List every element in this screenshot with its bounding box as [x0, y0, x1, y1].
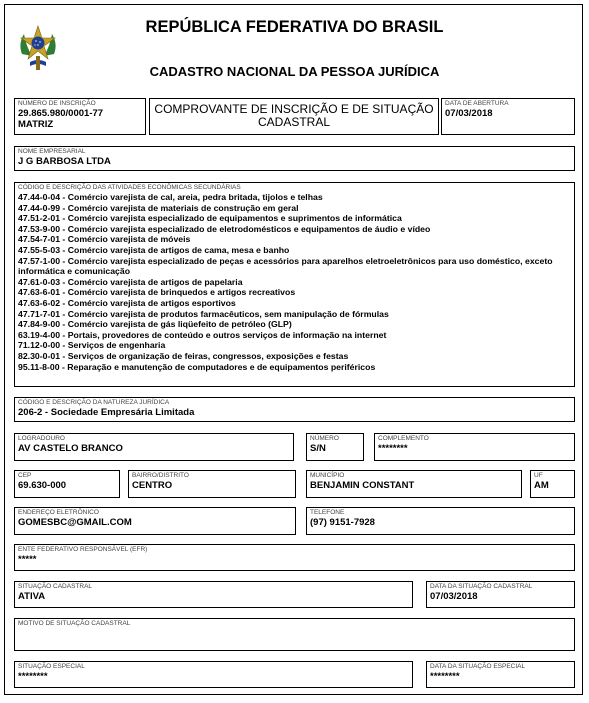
secondary-activities-box: [14, 182, 575, 387]
document-title: COMPROVANTE DE INSCRIÇÃO E DE SITUAÇÃO CADASTRAL: [154, 102, 434, 129]
activity-item: 47.53-9-00 - Comércio varejista especializado de eletrodomésticos e equipamentos de áudio e vídeo: [18, 223, 431, 234]
district-label: BAIRRO/DISTRITO: [132, 472, 189, 479]
registration-number: 29.865.980/0001-77: [18, 108, 104, 119]
status-label: SITUAÇÃO CADASTRAL: [18, 583, 93, 590]
registration-type: MATRIZ: [18, 119, 54, 130]
company-name-box: [14, 146, 575, 171]
status-date-label: DATA DA SITUAÇÃO CADASTRAL: [430, 583, 533, 590]
status-date-value: 07/03/2018: [430, 591, 478, 602]
complement-box: [374, 433, 575, 461]
registry-heading: CADASTRO NACIONAL DA PESSOA JURÍDICA: [149, 64, 440, 79]
opening-date-value: 07/03/2018: [445, 108, 493, 119]
street-label: LOGRADOURO: [18, 435, 65, 442]
number-value: S/N: [310, 443, 326, 454]
status-reason-label: MOTIVO DE SITUAÇÃO CADASTRAL: [18, 620, 131, 627]
activity-item: 47.63-6-02 - Comércio varejista de artigos esportivos: [18, 297, 236, 308]
special-status-date-box: [426, 661, 575, 688]
company-name-label: NOME EMPRESARIAL: [18, 148, 86, 155]
country-heading: REPÚBLICA FEDERATIVA DO BRASIL: [145, 18, 444, 36]
efr-box: [14, 544, 575, 571]
city-box: [306, 470, 522, 498]
activity-item: 47.71-7-01 - Comércio varejista de produtos farmacêuticos, sem manipulação de fórmulas: [18, 308, 389, 319]
special-status-date-value: ********: [430, 671, 460, 682]
zip-box: [14, 470, 120, 498]
email-box: [14, 507, 296, 535]
registration-box: [14, 98, 146, 135]
activity-item: 47.57-1-00 - Comércio varejista especializado de peças e acessórios para aparelhos eletroeletrônicos para uso doméstico, exceto informática e comunicação: [18, 255, 553, 277]
activity-item: 47.44-0-04 - Comércio varejista de cal, areia, pedra britada, tijolos e telhas: [18, 192, 323, 202]
state-value: AM: [534, 480, 549, 491]
activity-item: 47.84-9-00 - Comércio varejista de gás liqüefeito de petróleo (GLP): [18, 319, 292, 330]
status-value: ATIVA: [18, 591, 46, 602]
activity-item: 47.51-2-01 - Comércio varejista especializado de equipamentos e suprimentos de informática: [18, 213, 402, 224]
efr-label: ENTE FEDERATIVO RESPONSÁVEL (EFR): [18, 546, 148, 553]
number-label: NÚMERO: [310, 435, 339, 442]
special-status-value: ********: [18, 671, 48, 682]
phone-label: TELEFONE: [310, 509, 345, 516]
phone-value: (97) 9151-7928: [310, 517, 375, 528]
email-label: ENDEREÇO ELETRÔNICO: [18, 509, 99, 516]
activity-item: 47.44-0-99 - Comércio varejista de materiais de construção em geral: [18, 202, 299, 213]
complement-value: ********: [378, 443, 408, 454]
state-box: [530, 470, 575, 498]
efr-value: *****: [18, 554, 37, 565]
district-box: [128, 470, 296, 498]
activity-item: 71.12-0-00 - Serviços de engenharia: [18, 340, 166, 351]
activity-item: 47.54-7-01 - Comércio varejista de móveis: [18, 234, 191, 245]
city-label: MUNICÍPIO: [310, 472, 345, 479]
activity-item: 82.30-0-01 - Serviços de organização de feiras, congressos, exposições e festas: [18, 350, 349, 361]
activity-item: 47.63-6-01 - Comércio varejista de brinquedos e artigos recreativos: [18, 287, 296, 298]
status-reason-box: [14, 618, 575, 651]
special-status-box: [14, 661, 413, 688]
street-value: AV CASTELO BRANCO: [18, 443, 123, 454]
special-status-date-label: DATA DA SITUAÇÃO ESPECIAL: [430, 663, 526, 670]
activity-item: 95.11-8-00 - Reparação e manutenção de computadores e de equipamentos periféricos: [18, 361, 376, 372]
legal-nature-label: CÓDIGO E DESCRIÇÃO DA NATUREZA JURÍDICA: [18, 399, 170, 406]
zip-value: 69.630-000: [18, 480, 67, 491]
street-box: [14, 433, 294, 461]
complement-label: COMPLEMENTO: [378, 435, 429, 442]
special-status-label: SITUAÇÃO ESPECIAL: [18, 663, 85, 670]
number-box: [306, 433, 364, 461]
opening-date-box: [441, 98, 575, 135]
activity-item: 47.61-0-03 - Comércio varejista de artigos de papelaria: [18, 276, 243, 287]
email-value: GOMESBC@GMAIL.COM: [18, 517, 132, 528]
opening-date-label: DATA DE ABERTURA: [445, 100, 509, 107]
city-value: BENJAMIN CONSTANT: [310, 480, 415, 491]
registration-label: NÚMERO DE INSCRIÇÃO: [18, 100, 96, 107]
activity-item: 47.55-5-03 - Comércio varejista de artigos de cama, mesa e banho: [18, 244, 290, 255]
zip-label: CEP: [18, 472, 32, 479]
status-date-box: [426, 581, 575, 608]
company-name-value: J G BARBOSA LTDA: [18, 156, 111, 167]
document-title-box: [149, 98, 439, 135]
legal-nature-box: [14, 397, 575, 422]
status-box: [14, 581, 413, 608]
phone-box: [306, 507, 575, 535]
legal-nature-value: 206-2 - Sociedade Empresária Limitada: [18, 407, 195, 418]
activity-item: 63.19-4-00 - Portais, provedores de conteúdo e outros serviços de informação na internet: [18, 329, 387, 340]
state-label: UF: [534, 472, 543, 479]
district-value: CENTRO: [132, 480, 173, 491]
secondary-activities-label: CÓDIGO E DESCRIÇÃO DAS ATIVIDADES ECONÔMICAS SECUNDÁRIAS: [18, 184, 241, 191]
activity-list: [18, 192, 571, 372]
